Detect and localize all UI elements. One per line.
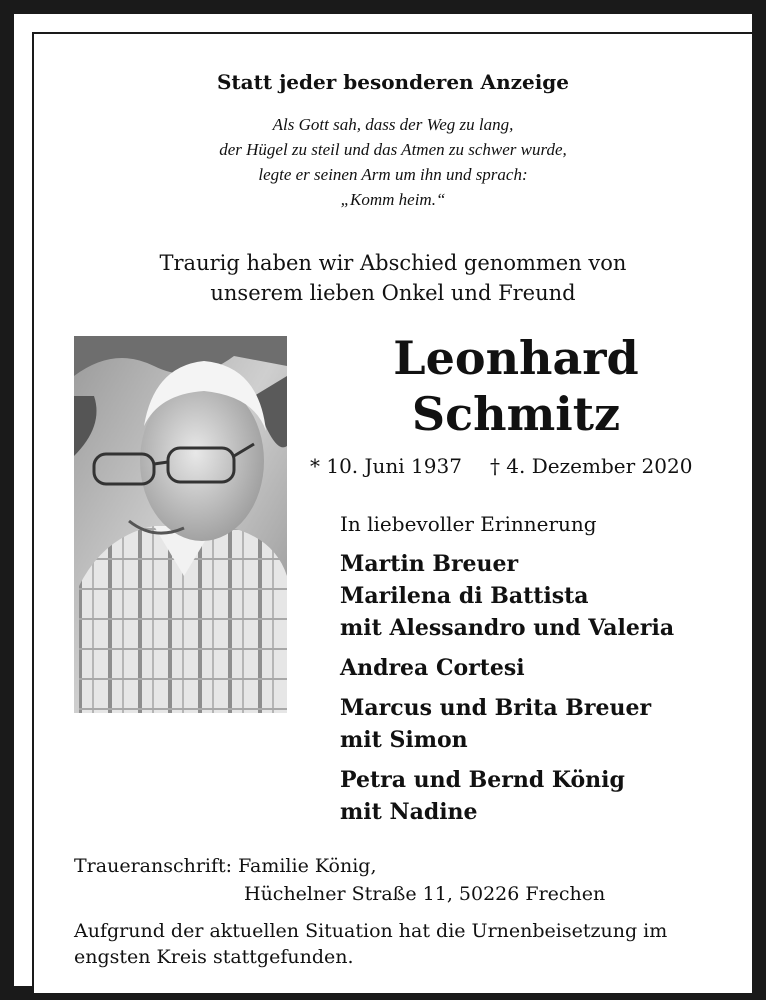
outer-frame: [14, 14, 752, 986]
portrait-photo: [74, 336, 287, 713]
obituary-card: [32, 32, 754, 995]
mourner-group: [340, 548, 750, 644]
mourner-line: Marilena di Battista: [340, 583, 589, 609]
intro-line: Traurig haben wir Abschied genommen von: [159, 251, 627, 275]
poem-line: legte er seinen Arm um ihn und sprach:: [258, 165, 528, 184]
mourner-group: [340, 692, 750, 756]
address-line-2: Hüchelner Straße 11, 50226 Frechen: [244, 883, 606, 905]
mourning-address: [74, 852, 605, 908]
mourner-line: mit Nadine: [340, 799, 478, 825]
mourner-group: [340, 764, 750, 828]
portrait-image: [74, 336, 287, 713]
memory-label: In liebevoller Erinnerung: [340, 512, 597, 536]
intro-line: unserem lieben Onkel und Freund: [210, 281, 576, 305]
death-date: † 4. Dezember 2020: [489, 454, 693, 478]
life-dates: [310, 454, 730, 478]
deceased-name: [306, 330, 726, 442]
header-title: Statt jeder besonderen Anzeige: [216, 70, 570, 94]
mourner-line: Andrea Cortesi: [340, 655, 525, 681]
deceased-first-name: Leonhard: [393, 331, 639, 385]
poem: [34, 112, 752, 212]
mourner-line: Martin Breuer: [340, 551, 519, 577]
footer-line-2: engsten Kreis stattgefunden.: [74, 946, 354, 968]
deceased-last-name: Schmitz: [411, 387, 621, 441]
mourner-line: mit Simon: [340, 727, 468, 753]
mourner-line: Marcus und Brita Breuer: [340, 695, 652, 721]
mourner-line: Petra und Bernd König: [340, 767, 625, 793]
mourner-group: [340, 652, 750, 684]
birth-date: * 10. Juni 1937: [310, 454, 462, 478]
mourner-line: mit Alessandro und Valeria: [340, 615, 675, 641]
poem-line: Als Gott sah, dass der Weg zu lang,: [272, 115, 514, 134]
footer-note: [74, 918, 734, 970]
intro-text: [34, 248, 752, 308]
address-line-1: Traueranschrift: Familie König,: [74, 855, 377, 877]
poem-line: „Komm heim.“: [340, 190, 446, 209]
footer-line-1: Aufgrund der aktuellen Situation hat die Urnenbeisetzung im: [74, 920, 668, 942]
poem-line: der Hügel zu steil und das Atmen zu schwer wurde,: [219, 140, 567, 159]
mourners-list: [340, 548, 750, 836]
